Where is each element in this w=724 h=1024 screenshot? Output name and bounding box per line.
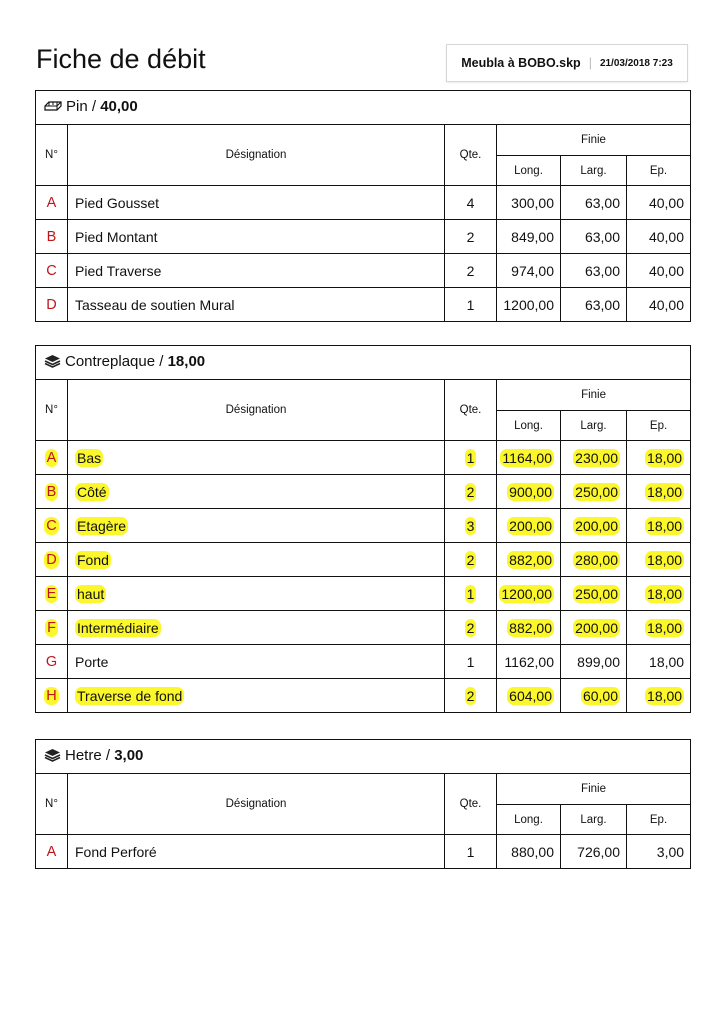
column-qty xyxy=(445,380,497,441)
part-width xyxy=(561,645,627,679)
part-ref xyxy=(36,475,68,509)
column-designation xyxy=(68,774,445,835)
part-ref xyxy=(36,577,68,611)
column-num-text: N° xyxy=(45,404,58,416)
part-length xyxy=(497,186,561,220)
column-finished xyxy=(497,380,691,411)
part-thickness-text: 40,00 xyxy=(648,262,684,279)
part-name xyxy=(68,220,445,254)
material-separator: / xyxy=(101,747,115,764)
part-name xyxy=(68,509,445,543)
part-ref xyxy=(36,611,68,645)
part-name xyxy=(68,645,445,679)
material-header xyxy=(36,91,691,125)
file-date: 21/03/2018 7:23 xyxy=(599,57,673,69)
part-length xyxy=(497,577,561,611)
column-qty-text: Qte. xyxy=(459,404,482,416)
part-thickness xyxy=(627,835,691,869)
table-row xyxy=(36,577,691,611)
part-thickness-text: 3,00 xyxy=(656,843,685,860)
column-qty-text: Qte. xyxy=(459,798,482,810)
part-width xyxy=(561,835,627,869)
part-length xyxy=(497,475,561,509)
part-ref-text: A xyxy=(46,449,57,466)
part-name xyxy=(68,679,445,713)
column-qty xyxy=(445,774,497,835)
part-ref-text: B xyxy=(46,483,57,500)
part-thickness-text: 40,00 xyxy=(648,228,684,245)
part-qty xyxy=(445,509,497,543)
part-ref xyxy=(36,186,68,220)
material-table-pin xyxy=(35,90,691,322)
part-length-text: 1162,00 xyxy=(504,653,554,670)
part-thickness xyxy=(627,679,691,713)
part-ref xyxy=(36,679,68,713)
part-name-text: haut xyxy=(77,585,105,602)
column-designation xyxy=(68,380,445,441)
material-table-hetre xyxy=(35,739,691,869)
part-thickness-text: 40,00 xyxy=(648,194,684,211)
part-thickness-text: 18,00 xyxy=(647,619,683,636)
part-qty xyxy=(445,835,497,869)
column-num xyxy=(36,380,68,441)
part-qty-text: 1 xyxy=(466,843,475,860)
part-thickness xyxy=(627,543,691,577)
column-finished-text: Finie xyxy=(581,389,606,401)
part-name xyxy=(68,186,445,220)
part-width xyxy=(561,611,627,645)
part-name-text: Pied Traverse xyxy=(75,262,162,279)
column-designation xyxy=(68,125,445,186)
part-thickness xyxy=(627,509,691,543)
table-row xyxy=(36,543,691,577)
material-header xyxy=(36,346,691,380)
part-width xyxy=(561,186,627,220)
part-width xyxy=(561,220,627,254)
material-separator: / xyxy=(87,98,101,115)
column-length xyxy=(497,156,561,186)
part-qty-text: 2 xyxy=(466,262,475,279)
part-qty-text: 4 xyxy=(466,194,475,211)
part-ref xyxy=(36,220,68,254)
part-thickness xyxy=(627,254,691,288)
panel-stack-icon xyxy=(44,354,61,372)
table-row xyxy=(36,441,691,475)
part-thickness xyxy=(627,475,691,509)
column-length-text: Long. xyxy=(514,419,543,432)
part-length xyxy=(497,254,561,288)
part-name-text: Intermédiaire xyxy=(77,619,159,636)
part-length xyxy=(497,441,561,475)
column-num-text: N° xyxy=(45,149,58,161)
column-thickness-text: Ep. xyxy=(649,813,668,826)
column-length-text: Long. xyxy=(514,164,543,177)
part-thickness xyxy=(627,577,691,611)
column-qty xyxy=(445,125,497,186)
table-row xyxy=(36,835,691,869)
part-qty-text: 2 xyxy=(466,551,475,568)
part-name-text: Tasseau de soutien Mural xyxy=(75,296,235,313)
part-ref-text: E xyxy=(46,585,57,602)
part-ref-text: A xyxy=(46,194,57,211)
part-thickness xyxy=(627,441,691,475)
part-qty xyxy=(445,611,497,645)
part-thickness xyxy=(627,288,691,322)
part-length xyxy=(497,288,561,322)
column-width xyxy=(561,805,627,835)
part-name-text: Fond xyxy=(77,551,109,568)
column-num xyxy=(36,125,68,186)
part-length-text: 604,00 xyxy=(509,687,552,704)
part-width xyxy=(561,543,627,577)
part-name xyxy=(68,288,445,322)
part-name-text: Traverse de fond xyxy=(77,687,183,704)
table-row xyxy=(36,254,691,288)
part-length-text: 849,00 xyxy=(511,228,554,245)
part-length-text: 1200,00 xyxy=(503,296,554,313)
column-length xyxy=(497,411,561,441)
part-qty xyxy=(445,475,497,509)
part-name-text: Etagère xyxy=(77,517,127,534)
part-length xyxy=(497,835,561,869)
part-thickness xyxy=(627,611,691,645)
file-name: Meubla à BOBO.skp xyxy=(461,56,581,70)
part-length xyxy=(497,220,561,254)
part-name-text: Pied Gousset xyxy=(75,194,160,211)
part-ref-text: A xyxy=(46,843,57,860)
part-thickness-text: 18,00 xyxy=(647,585,683,602)
part-qty-text: 2 xyxy=(466,619,475,636)
part-width-text: 63,00 xyxy=(584,228,620,245)
part-ref-text: B xyxy=(46,228,57,245)
part-name xyxy=(68,475,445,509)
part-ref-text: D xyxy=(46,296,57,313)
part-thickness-text: 18,00 xyxy=(647,551,683,568)
column-width-text: Larg. xyxy=(580,813,607,826)
part-width xyxy=(561,679,627,713)
part-width xyxy=(561,254,627,288)
part-qty xyxy=(445,543,497,577)
part-name-text: Porte xyxy=(75,653,109,670)
ruler-icon xyxy=(44,100,62,117)
material-header-cell xyxy=(36,91,691,125)
table-row xyxy=(36,509,691,543)
table-row xyxy=(36,220,691,254)
part-qty xyxy=(445,577,497,611)
part-qty-text: 2 xyxy=(466,687,475,704)
part-width xyxy=(561,288,627,322)
part-qty-text: 1 xyxy=(466,449,475,466)
material-header xyxy=(36,740,691,774)
part-ref xyxy=(36,645,68,679)
part-width-text: 63,00 xyxy=(584,262,620,279)
column-header-row xyxy=(36,125,691,156)
part-qty xyxy=(445,441,497,475)
part-length-text: 1200,00 xyxy=(501,585,552,602)
part-name-text: Fond Perforé xyxy=(75,843,157,860)
material-name: Pin xyxy=(66,98,88,115)
column-length-text: Long. xyxy=(514,813,543,826)
part-width-text: 726,00 xyxy=(577,843,620,860)
column-finished xyxy=(497,774,691,805)
part-name-text: Pied Montant xyxy=(75,228,158,245)
column-thickness xyxy=(627,411,691,441)
part-thickness xyxy=(627,220,691,254)
part-length-text: 200,00 xyxy=(509,517,552,534)
column-header-row xyxy=(36,380,691,411)
part-name-text: Bas xyxy=(77,449,102,466)
column-num xyxy=(36,774,68,835)
part-qty xyxy=(445,679,497,713)
file-separator: | xyxy=(588,56,592,70)
part-thickness-text: 18,00 xyxy=(647,517,683,534)
part-width-text: 200,00 xyxy=(575,619,618,636)
part-name xyxy=(68,835,445,869)
part-length-text: 900,00 xyxy=(509,483,552,500)
panel-stack-icon xyxy=(44,748,61,766)
part-qty-text: 1 xyxy=(466,296,475,313)
part-name xyxy=(68,577,445,611)
column-header-row xyxy=(36,774,691,805)
part-thickness xyxy=(627,645,691,679)
part-width xyxy=(561,577,627,611)
part-width-text: 200,00 xyxy=(575,517,618,534)
material-separator: / xyxy=(155,353,168,370)
column-thickness xyxy=(627,156,691,186)
column-width-text: Larg. xyxy=(580,164,607,177)
part-width-text: 250,00 xyxy=(575,585,618,602)
part-length xyxy=(497,543,561,577)
part-qty xyxy=(445,220,497,254)
part-qty-text: 3 xyxy=(466,517,475,534)
table-row xyxy=(36,679,691,713)
column-thickness-text: Ep. xyxy=(649,419,668,432)
part-qty xyxy=(445,186,497,220)
material-name: Hetre xyxy=(65,747,102,764)
part-name xyxy=(68,441,445,475)
column-finished xyxy=(497,125,691,156)
table-row xyxy=(36,186,691,220)
part-length-text: 1164,00 xyxy=(502,449,552,466)
column-width xyxy=(561,411,627,441)
part-width-text: 60,00 xyxy=(582,687,618,704)
part-ref-text: H xyxy=(46,687,57,704)
part-name xyxy=(68,543,445,577)
part-ref xyxy=(36,254,68,288)
column-designation-text: Désignation xyxy=(225,149,287,161)
table-row xyxy=(36,475,691,509)
column-finished-text: Finie xyxy=(581,783,606,795)
material-name: Contreplaque xyxy=(65,353,156,370)
part-qty xyxy=(445,645,497,679)
part-width-text: 250,00 xyxy=(575,483,618,500)
part-qty xyxy=(445,288,497,322)
part-length xyxy=(497,611,561,645)
part-thickness xyxy=(627,186,691,220)
part-width-text: 899,00 xyxy=(577,653,620,670)
part-qty-text: 1 xyxy=(466,585,475,602)
column-length xyxy=(497,805,561,835)
table-row xyxy=(36,611,691,645)
part-width-text: 63,00 xyxy=(584,296,620,313)
part-length xyxy=(497,645,561,679)
column-designation-text: Désignation xyxy=(225,798,287,810)
part-ref xyxy=(36,509,68,543)
part-length-text: 882,00 xyxy=(509,619,552,636)
material-header-cell xyxy=(36,740,691,774)
part-length xyxy=(497,509,561,543)
part-length-text: 882,00 xyxy=(509,551,552,568)
part-ref-text: F xyxy=(47,619,56,636)
table-row xyxy=(36,645,691,679)
part-qty xyxy=(445,254,497,288)
part-ref-text: C xyxy=(46,262,57,279)
material-table-contreplaque xyxy=(35,345,691,713)
part-ref-text: D xyxy=(46,551,57,568)
part-thickness-text: 18,00 xyxy=(647,449,683,466)
part-qty-text: 2 xyxy=(466,228,475,245)
material-thickness: 40,00 xyxy=(100,98,138,115)
column-width-text: Larg. xyxy=(580,419,607,432)
part-name xyxy=(68,254,445,288)
part-thickness-text: 18,00 xyxy=(647,687,683,704)
part-ref xyxy=(36,543,68,577)
material-header-cell xyxy=(36,346,691,380)
table-row xyxy=(36,288,691,322)
part-length xyxy=(497,679,561,713)
part-length-text: 300,00 xyxy=(511,194,554,211)
column-num-text: N° xyxy=(45,798,58,810)
part-thickness-text: 18,00 xyxy=(649,653,685,670)
part-length-text: 880,00 xyxy=(511,843,554,860)
part-name-text: Côté xyxy=(77,483,107,500)
part-ref xyxy=(36,835,68,869)
part-name xyxy=(68,611,445,645)
page-title: Fiche de débit xyxy=(36,44,206,74)
part-width xyxy=(561,509,627,543)
part-width-text: 63,00 xyxy=(584,194,620,211)
part-length-text: 974,00 xyxy=(511,262,554,279)
part-qty-text: 2 xyxy=(466,483,475,500)
file-info-box xyxy=(446,44,688,82)
column-designation-text: Désignation xyxy=(225,404,287,416)
column-thickness-text: Ep. xyxy=(649,164,668,177)
part-thickness-text: 18,00 xyxy=(647,483,683,500)
column-finished-text: Finie xyxy=(581,134,606,146)
part-width-text: 230,00 xyxy=(575,449,618,466)
part-ref xyxy=(36,288,68,322)
part-ref xyxy=(36,441,68,475)
part-thickness-text: 40,00 xyxy=(648,296,684,313)
column-qty-text: Qte. xyxy=(459,149,482,161)
part-ref-text: C xyxy=(46,517,57,534)
part-width xyxy=(561,475,627,509)
material-thickness: 3,00 xyxy=(114,747,144,764)
part-ref-text: G xyxy=(45,653,58,670)
part-qty-text: 1 xyxy=(466,653,475,670)
material-thickness: 18,00 xyxy=(167,353,206,370)
part-width xyxy=(561,441,627,475)
column-width xyxy=(561,156,627,186)
column-thickness xyxy=(627,805,691,835)
part-width-text: 280,00 xyxy=(575,551,618,568)
